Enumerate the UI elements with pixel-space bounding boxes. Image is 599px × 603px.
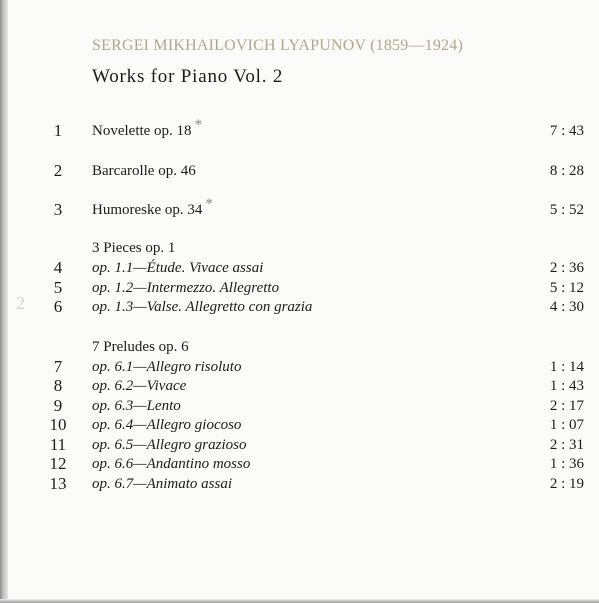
- track-number: 13: [49, 474, 67, 493]
- track-duration: 5 : 12: [549, 280, 584, 296]
- page-bottom-edge: [0, 599, 599, 603]
- track-title: Novelette op. 18 *: [92, 117, 203, 139]
- track-duration: 1 : 36: [549, 456, 584, 472]
- track-title: op. 6.2—Vivace: [92, 378, 187, 394]
- track-duration: 4 : 30: [549, 299, 584, 315]
- track-title: op. 6.1—Allegro risoluto: [92, 359, 242, 375]
- group-heading: 3 Pieces op. 1: [92, 240, 176, 256]
- track-duration: 2 : 31: [549, 437, 584, 453]
- track-title: op. 1.1—Étude. Vivace assai: [92, 260, 264, 276]
- track-title: op. 1.2—Intermezzo. Allegretto: [92, 280, 280, 296]
- track-title: op. 6.4—Allegro giocoso: [92, 417, 242, 433]
- track-title: op. 6.7—Animato assai: [92, 476, 233, 492]
- track-duration: 8 : 28: [549, 163, 584, 179]
- track-number: 1: [53, 121, 63, 140]
- track-number: 11: [49, 435, 67, 454]
- track-title: op. 6.3—Lento: [92, 398, 181, 414]
- track-number: 6: [53, 297, 63, 316]
- track-duration: 2 : 19: [549, 476, 584, 492]
- margin-page-number: 2: [16, 293, 25, 313]
- track-number: 5: [53, 278, 63, 297]
- asterisk-mark: *: [194, 117, 203, 133]
- track-duration: 1 : 14: [549, 359, 584, 375]
- track-duration: 1 : 43: [549, 378, 584, 394]
- track-title: op. 1.3—Valse. Allegretto con grazia: [92, 299, 313, 315]
- track-title: op. 6.6—Andantino mosso: [92, 456, 251, 472]
- composer-heading: SERGEI MIKHAILOVICH LYAPUNOV (1859—1924): [92, 37, 463, 54]
- track-number: 9: [53, 396, 63, 415]
- track-duration: 1 : 07: [549, 417, 584, 433]
- track-title: Humoreske op. 34 *: [92, 196, 213, 218]
- track-number: 2: [53, 161, 63, 180]
- page-left-edge: [0, 0, 8, 603]
- asterisk-mark: *: [205, 196, 213, 212]
- track-number: 7: [53, 357, 63, 376]
- track-duration: 2 : 36: [549, 260, 584, 276]
- track-duration: 5 : 52: [549, 202, 584, 218]
- track-number: 12: [49, 454, 67, 473]
- track-number: 8: [53, 376, 63, 395]
- track-number: 3: [53, 200, 63, 219]
- track-title: Barcarolle op. 46: [92, 163, 196, 179]
- track-number: 4: [53, 258, 63, 277]
- track-number: 10: [49, 415, 67, 434]
- group-heading: 7 Preludes op. 6: [92, 339, 189, 355]
- track-duration: 7 : 43: [549, 123, 584, 139]
- track-duration: 2 : 17: [549, 398, 584, 414]
- album-title: Works for Piano Vol. 2: [92, 66, 284, 87]
- track-title: op. 6.5—Allegro grazioso: [92, 437, 247, 453]
